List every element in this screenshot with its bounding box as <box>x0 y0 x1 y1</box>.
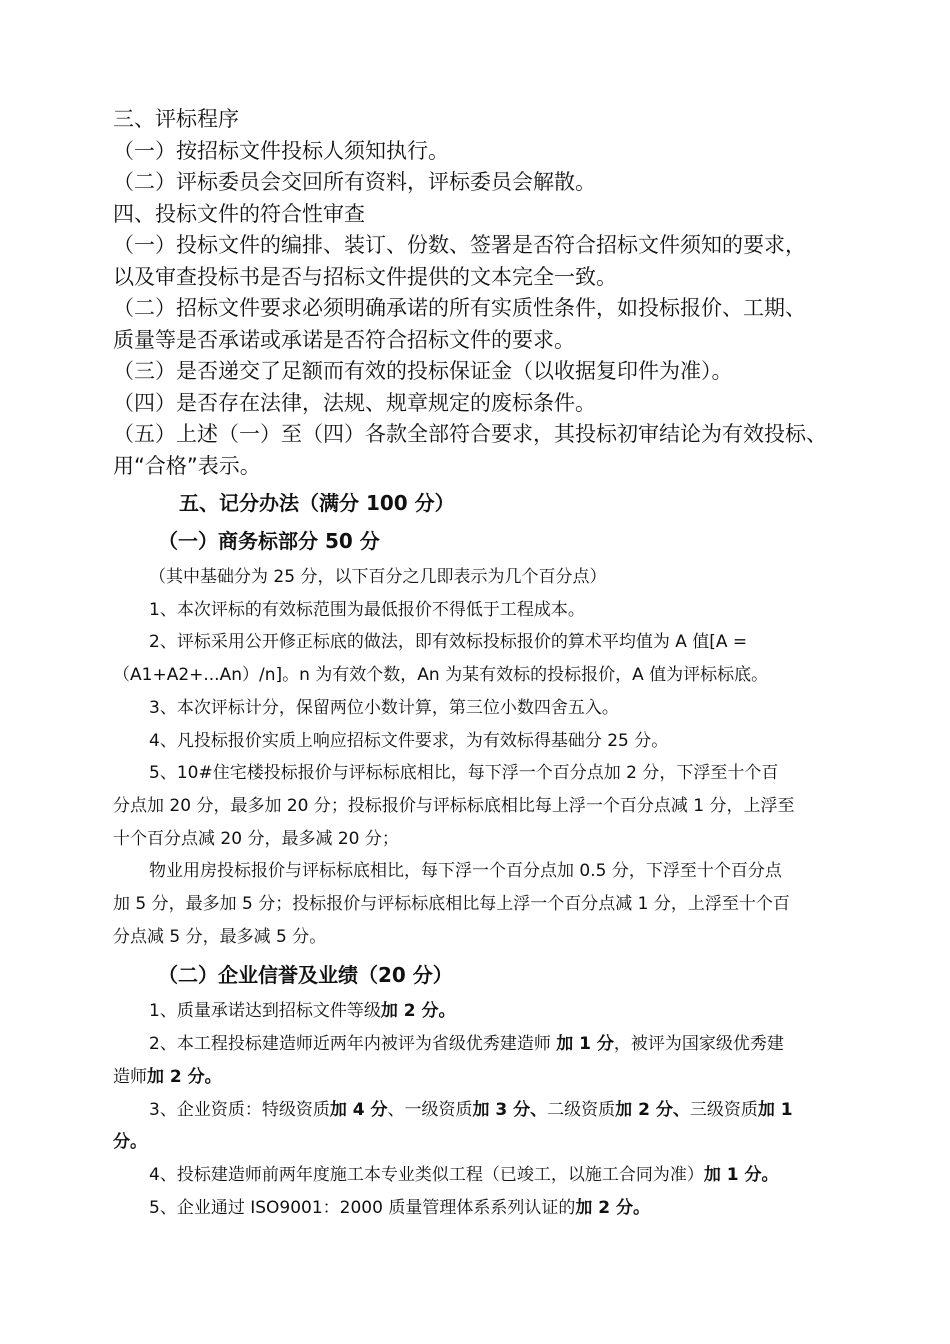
paragraph: 用“合格”表示。 <box>113 453 261 478</box>
paragraph: （一）按招标文件投标人须知执行。 <box>113 138 449 163</box>
section-heading: 三、评标程序 <box>113 107 239 131</box>
item-text: 3、企业资质：特级资质 <box>149 1099 330 1120</box>
item-score: 加 2 分、 <box>615 1099 690 1120</box>
paragraph: 质量等是否承诺或承诺是否符合招标文件的要求。 <box>113 327 575 352</box>
item-score: 加 2 分。 <box>380 1001 456 1022</box>
paragraph: （三）是否递交了足额而有效的投标保证金（以收据复印件为准）。 <box>113 359 733 383</box>
item-score: 分。 <box>113 1132 147 1153</box>
paragraph: （五）上述（一）至（四）各款全部符合要求，其投标初审结论为有效投标、 <box>113 422 827 446</box>
list-item <box>113 995 863 1028</box>
paragraph: 以及审查投标书是否与招标文件提供的文本完全一致。 <box>113 264 617 289</box>
item-text: 造师 <box>113 1066 147 1087</box>
paragraph: 分点加 20 分，最多加 20 分；投标报价与评标标底相比每上浮一个百分点减 1 分，上浮至 <box>113 795 795 816</box>
item-text: 三级资质 <box>689 1099 758 1120</box>
list-item-continued <box>113 1061 863 1094</box>
subsection-heading: （二）企业信誉及业绩（20 分） <box>158 963 453 988</box>
item-score: 加 4 分 <box>329 1099 388 1120</box>
section-heading: 五、记分办法（满分 100 分） <box>179 491 455 515</box>
list-item <box>113 1159 863 1192</box>
item-score: 加 3 分、 <box>472 1099 548 1120</box>
list-item <box>113 1028 863 1061</box>
list-item <box>113 1192 863 1225</box>
item-text: 、一级资质 <box>387 1099 473 1120</box>
paragraph: 物业用房投标报价与评标标底相比，每下浮一个百分点加 0.5 分，下浮至十个百分点 <box>149 861 782 882</box>
paragraph: （四）是否存在法律，法规、规章规定的废标条件。 <box>113 390 596 415</box>
paragraph: （二）评标委员会交回所有资料，评标委员会解散。 <box>113 170 596 194</box>
item-score: 加 2 分。 <box>147 1066 222 1087</box>
item-text: 5、企业通过 ISO9001：2000 质量管理体系系列认证的 <box>149 1197 576 1218</box>
item-text: 4、投标建造师前两年度施工本专业类似工程（已竣工，以施工合同为准） <box>149 1164 704 1185</box>
paragraph: 5、10#住宅楼投标报价与评标标底相比，每下浮一个百分点加 2 分，下浮至十个百 <box>149 763 779 784</box>
list-item-continued <box>113 1126 863 1159</box>
item-score: 加 1 <box>757 1099 793 1120</box>
subsection-heading: （一）商务标部分 50 分 <box>158 529 380 553</box>
note: （其中基础分为 25 分，以下百分之几即表示为几个百分点） <box>149 567 607 587</box>
item-text: 2、本工程投标建造师近两年内被评为省级优秀建造师 <box>149 1034 557 1055</box>
paragraph: 1、本次评标的有效标范围为最低报价不得低于工程成本。 <box>149 599 585 620</box>
list-item <box>113 1094 863 1127</box>
item-score: 加 1 分 <box>556 1034 614 1055</box>
item-score: 加 1 分。 <box>703 1164 779 1185</box>
item-text: ，被评为国家级优秀建 <box>613 1034 784 1055</box>
paragraph: 4、凡投标报价实质上响应招标文件要求，为有效标得基础分 25 分。 <box>149 730 669 751</box>
paragraph: 十个百分点减 20 分，最多减 20 分； <box>113 828 399 849</box>
item-score: 加 2 分。 <box>575 1197 651 1218</box>
paragraph: （A1+A2+...An）/n]。n 为有效个数，An 为某有效标的投标报价，A 值为评标标底。 <box>113 665 769 686</box>
item-text: 二级资质 <box>547 1099 616 1120</box>
item-text: 1、质量承诺达到招标文件等级 <box>149 1001 381 1022</box>
document-page <box>113 104 863 1224</box>
paragraph: 加 5 分，最多加 5 分；投标报价与评标标底相比每上浮一个百分点减 1 分，上浮至十个百 <box>113 894 790 915</box>
paragraph: （二）招标文件要求必须明确承诺的所有实质性条件，如投标报价、工期、 <box>113 296 806 320</box>
paragraph: 分点减 5 分，最多减 5 分。 <box>113 926 327 947</box>
paragraph: 2、评标采用公开修正标底的做法，即有效标投标报价的算术平均值为 A 值[A = <box>149 632 748 653</box>
section-heading: 四、投标文件的符合性审查 <box>113 201 365 226</box>
paragraph: （一）投标文件的编排、装订、份数、签署是否符合招标文件须知的要求， <box>113 233 806 257</box>
paragraph: 3、本次评标计分，保留两位小数计算，第三位小数四舍五入。 <box>149 697 619 718</box>
